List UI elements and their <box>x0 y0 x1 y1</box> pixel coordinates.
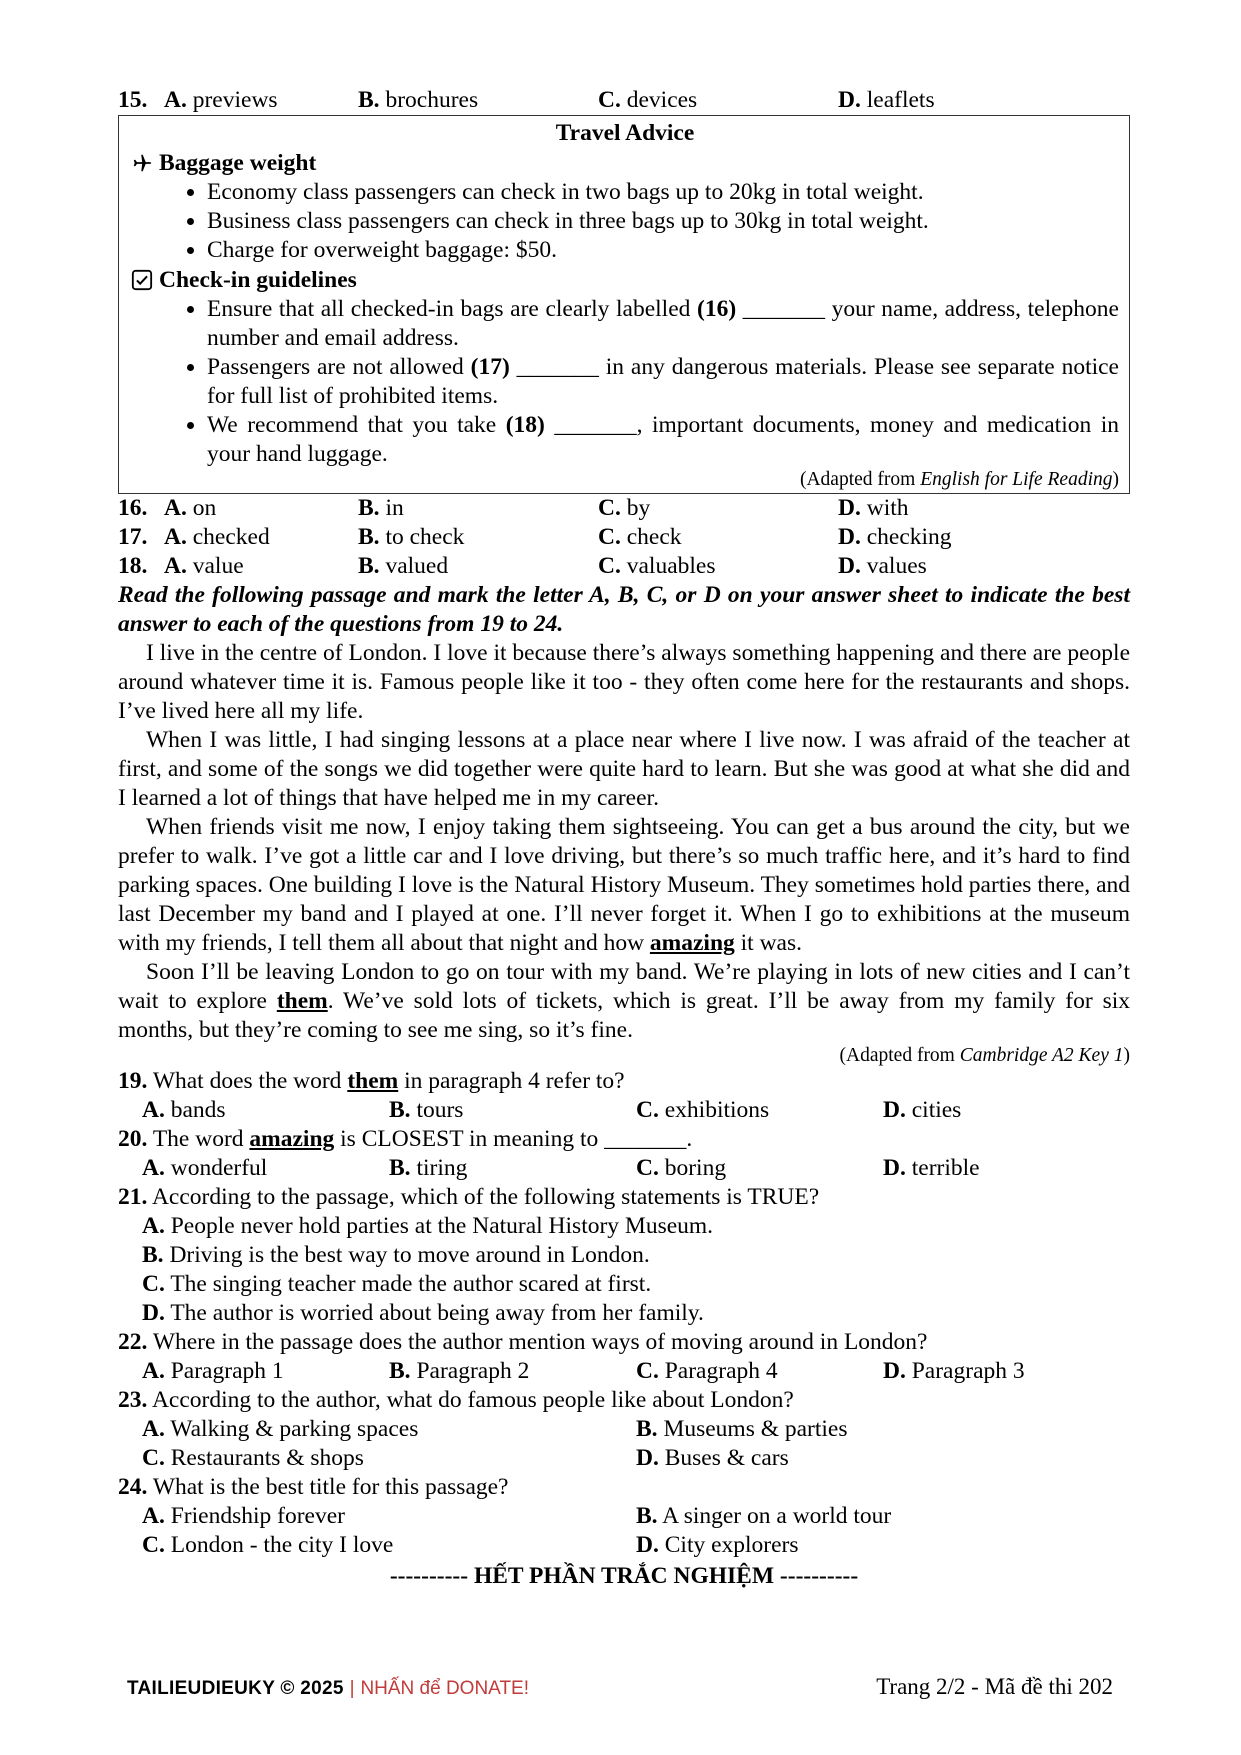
option-a: A. previews <box>164 87 278 113</box>
question-18-options <box>118 552 1130 581</box>
option-b: B. valued <box>358 553 449 579</box>
option-d: D. The author is worried about being away from her family. <box>142 1300 704 1326</box>
question-number: 18. <box>118 553 148 579</box>
list-item: • We recommend that you take (18) _______, important documents, money and medication in your hand luggage. <box>207 411 1119 469</box>
question-22-options <box>118 1357 1130 1386</box>
checkin-guidelines-heading <box>131 265 1119 295</box>
option-a: A. on <box>164 495 217 521</box>
question-20: 20. The word amazing is CLOSEST in meaning to _______. <box>118 1126 693 1152</box>
option-b: B. Driving is the best way to move around in London. <box>142 1242 650 1268</box>
donate-link[interactable]: NHẤN để DONATE! <box>360 1678 530 1699</box>
question-20-options <box>118 1154 1130 1183</box>
checkin-guidelines-label: Check-in guidelines <box>159 267 357 293</box>
passage-paragraph-1: I live in the centre of London. I love it because there’s always something happening and there are people around whatever time it is. Famous people like it too - they often come here for the restaurants and shops. I’ve lived here all my life. <box>118 640 1130 724</box>
option-c: C. Paragraph 4 <box>636 1358 778 1384</box>
footer-left <box>127 1674 529 1701</box>
airplane-icon <box>131 152 153 174</box>
advice-source: (Adapted from English for Life Reading) <box>799 469 1119 490</box>
question-19: 19. What does the word them in paragraph 4 refer to? <box>118 1068 625 1094</box>
question-16-options <box>118 494 1130 523</box>
option-b: B. in <box>358 495 404 521</box>
question-24: 24. What is the best title for this passage? <box>118 1474 509 1500</box>
brand-label: TAILIEUDIEUKY © 2025 <box>127 1678 344 1699</box>
baggage-weight-label: Baggage weight <box>159 150 317 176</box>
option-d: D. cities <box>883 1097 962 1123</box>
option-d: D. with <box>838 495 909 521</box>
option-a: A. Friendship forever <box>142 1503 345 1529</box>
option-c: C. check <box>598 524 682 550</box>
option-a: A. Walking & parking spaces <box>142 1416 419 1442</box>
option-c: C. exhibitions <box>636 1097 770 1123</box>
question-24-options-cd <box>118 1531 1130 1560</box>
question-22: 22. Where in the passage does the author mention ways of moving around in London? <box>118 1329 928 1355</box>
exam-page <box>118 86 1130 1591</box>
option-c: C. London - the city I love <box>142 1532 394 1558</box>
question-number: 16. <box>118 495 148 521</box>
option-d: D. Paragraph 3 <box>883 1358 1025 1384</box>
list-item: • Business class passengers can check in three bags up to 30kg in total weight. <box>207 207 1119 236</box>
passage-paragraph-2: When I was little, I had singing lessons at a place near where I live now. I was afraid of the teacher at first, and some of the songs we did together were quite hard to learn. But she was good at what she did and I learned a lot of things that have helped me in my career. <box>118 727 1130 811</box>
question-19-options <box>118 1096 1130 1125</box>
passage-source: (Adapted from Cambridge A2 Key 1) <box>839 1045 1130 1066</box>
question-23: 23. According to the author, what do famous people like about London? <box>118 1387 794 1413</box>
option-c: C. valuables <box>598 553 716 579</box>
checkbox-icon <box>131 269 153 291</box>
option-d: D. values <box>838 553 927 579</box>
option-a: A. wonderful <box>142 1155 268 1181</box>
passage-paragraph-3: When friends visit me now, I enjoy taking them sightseeing. You can get a bus around the city, but we prefer to walk. I’ve got a little car and I love driving, but there’s so much traffic here, and it’s hard to find parking spaces. One building I love is the Natural History Museum. They sometimes hold parties there, and last December my band and I played at one. I’ll never forget it. When I go to exhibitions at the museum with my friends, I tell them all about that night and how amazing it was. <box>118 814 1130 956</box>
option-b: B. tiring <box>389 1155 468 1181</box>
option-c: C. devices <box>598 87 698 113</box>
option-d: D. Buses & cars <box>636 1445 789 1471</box>
option-a: A. checked <box>164 524 270 550</box>
list-item: • Passengers are not allowed (17) _______ in any dangerous materials. Please see separate notice for full list of prohibited items. <box>207 353 1119 411</box>
passage-paragraph-4: Soon I’ll be leaving London to go on tour with my band. We’re playing in lots of new cities and I can’t wait to explore them. We’ve sold lots of tickets, which is great. I’ll be away from my family for six months, but they’re coming to see me sing, so it’s fine. <box>118 959 1130 1043</box>
option-a: A. People never hold parties at the Natural History Museum. <box>142 1213 714 1239</box>
question-17-options <box>118 523 1130 552</box>
question-15-options <box>118 86 1130 115</box>
question-23-options-ab <box>118 1415 1130 1444</box>
footer-separator: | <box>349 1678 355 1699</box>
list-item: • Economy class passengers can check in two bags up to 20kg in total weight. <box>207 178 1119 207</box>
list-item: • Charge for overweight baggage: $50. <box>207 236 1119 265</box>
highlighted-word: them <box>276 988 328 1014</box>
option-b: B. tours <box>389 1097 464 1123</box>
end-of-section: ---------- HẾT PHẦN TRẮC NGHIỆM ---------- <box>389 1563 859 1589</box>
option-d: D. terrible <box>883 1155 980 1181</box>
question-number: 15. <box>118 87 148 113</box>
option-a: A. Paragraph 1 <box>142 1358 284 1384</box>
option-b: B. to check <box>358 524 465 550</box>
travel-advice-title: Travel Advice <box>555 120 695 146</box>
page-footer <box>127 1674 1113 1701</box>
reading-instruction: Read the following passage and mark the letter A, B, C, or D on your answer sheet to indicate the best answer to each of the questions from 19 to 24. <box>118 582 1130 637</box>
option-c: C. The singing teacher made the author scared at first. <box>142 1271 652 1297</box>
option-d: D. leaflets <box>838 87 935 113</box>
baggage-weight-heading <box>131 148 1119 178</box>
question-24-options-ab <box>118 1502 1130 1531</box>
checkin-list <box>131 295 1119 469</box>
travel-advice-box <box>118 115 1130 494</box>
option-b: B. brochures <box>358 87 479 113</box>
option-c: C. by <box>598 495 651 521</box>
question-21: 21. According to the passage, which of the following statements is TRUE? <box>118 1184 820 1210</box>
option-c: C. boring <box>636 1155 727 1181</box>
option-c: C. Restaurants & shops <box>142 1445 364 1471</box>
question-23-options-cd <box>118 1444 1130 1473</box>
list-item: • Ensure that all checked-in bags are clearly labelled (16) _______ your name, address, telephone number and email address. <box>207 295 1119 353</box>
option-a: A. value <box>164 553 244 579</box>
option-d: D. City explorers <box>636 1532 799 1558</box>
baggage-list <box>131 178 1119 265</box>
option-a: A. bands <box>142 1097 226 1123</box>
option-d: D. checking <box>838 524 952 550</box>
highlighted-word: amazing <box>649 930 735 956</box>
option-b: B. Museums & parties <box>636 1416 848 1442</box>
option-b: B. Paragraph 2 <box>389 1358 530 1384</box>
page-number: Trang 2/2 - Mã đề thi 202 <box>876 1674 1113 1699</box>
question-number: 17. <box>118 524 148 550</box>
option-b: B. A singer on a world tour <box>636 1503 892 1529</box>
